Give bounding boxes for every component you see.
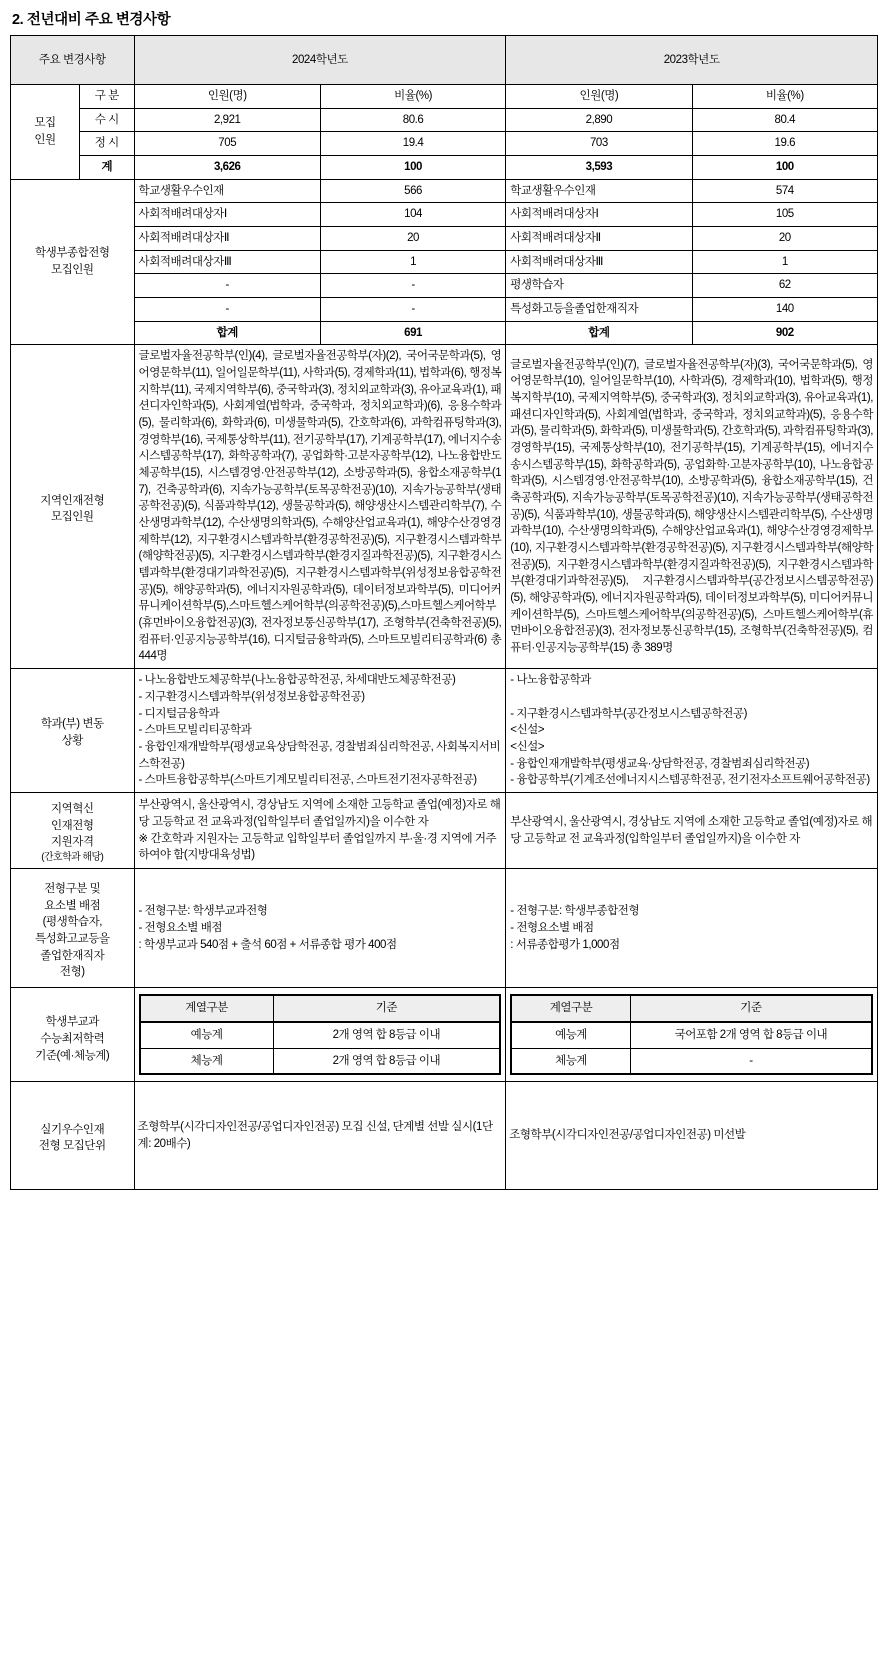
comp-value-2023-2: 20 — [692, 227, 877, 251]
row-label-comprehensive — [11, 179, 135, 345]
comp-value-2023-3: 1 — [692, 250, 877, 274]
dept-change-item-2023-4: <신설> — [510, 740, 545, 753]
header-year-2023: 2023학년도 — [506, 36, 878, 85]
row-label-sel-line6: 전형) — [59, 966, 85, 979]
dept-change-item-2023-0: - 나노융합공학과 — [510, 674, 591, 687]
recruit-count-2024-0: 2,921 — [134, 108, 320, 132]
row-label-ri-line4: (간호학과 해당) — [41, 851, 104, 863]
practical-text-2023: 조형학부(시각디자인전공/공업디자인전공) 미선발 — [506, 1082, 878, 1190]
subheader-rate-2023: 비율(%) — [692, 85, 877, 109]
table-row-selection — [11, 869, 878, 988]
recruit-rate-2024-0: 80.6 — [320, 108, 505, 132]
subheader-count-2024: 인원(명) — [134, 85, 320, 109]
recruit-count-2024-2: 3,626 — [134, 156, 320, 180]
recruit-gubun-2: 계 — [80, 156, 134, 180]
selection-item-2024-1: - 전형요소별 배점 — [138, 922, 223, 935]
dept-change-item-2024-0: - 나노융합반도체공학부(나노융합공학전공, 차세대반도체공학전공) — [138, 674, 456, 687]
table-row-practical — [11, 1082, 878, 1190]
subheader-count-2023: 인원(명) — [506, 85, 692, 109]
comp-name-2023-0: 학교생활우수인재 — [506, 179, 692, 203]
comp-name-2024-1: 사회적배려대상자Ⅰ — [134, 203, 320, 227]
selection-item-2023-0: - 전형구분: 학생부종합전형 — [510, 905, 640, 918]
practical-text-2024: 조형학부(시각디자인전공/공업디자인전공) 모집 신설, 단계별 선발 실시(1단계: 20배수) — [134, 1082, 506, 1190]
comp-name-2023-1: 사회적배려대상자Ⅰ — [506, 203, 692, 227]
minimum-2023-cat-1: 체능계 — [511, 1048, 630, 1074]
minimum-2024-val-0: 2개 영역 합 8등급 이내 — [273, 1022, 500, 1048]
table-row-regional — [11, 345, 878, 669]
dept-change-item-2024-4: - 융합인재개발학부(평생교육상담학전공, 경찰범죄심리학전공, 사회복지서비스학전공) — [138, 740, 501, 770]
comp-name-2023-5: 특성화고등을졸업한재직자 — [506, 298, 692, 322]
minimum-table-2024 — [139, 994, 502, 1075]
selection-list-2024 — [134, 869, 506, 988]
table-row — [11, 203, 878, 227]
selection-item-2023-1: - 전형요소별 배점 — [510, 922, 594, 935]
minimum-table-wrap-2024 — [134, 988, 506, 1082]
table-row-dept-change — [11, 669, 878, 793]
table-row — [11, 132, 878, 156]
comp-name-2024-5: - — [134, 298, 320, 322]
table-row-minimum — [11, 988, 878, 1082]
comp-value-2024-0: 566 — [320, 179, 505, 203]
row-label-sel-line3: (평생학습자, — [42, 916, 102, 929]
minimum-2023-cat-0: 예능계 — [511, 1022, 630, 1048]
row-label-sel-line4: 특성화고교등을 — [34, 932, 110, 945]
row-label-practical — [11, 1082, 135, 1190]
comp-name-2023-4: 평생학습자 — [506, 274, 692, 298]
comp-total-label-2024: 합계 — [134, 321, 320, 345]
row-label-min-line3: 기준(예·체능계) — [35, 1049, 110, 1062]
row-label-ri-line3: 지원자격 — [50, 836, 94, 849]
main-comparison-table — [10, 35, 878, 1190]
table-row — [11, 250, 878, 274]
comp-value-2024-3: 1 — [320, 250, 505, 274]
row-label-comprehensive-line2: 모집인원 — [50, 264, 94, 277]
comp-total-2023: 902 — [692, 321, 877, 345]
minimum-2023-row-1 — [511, 1048, 872, 1074]
row-label-dept-change — [11, 669, 135, 793]
comp-name-2024-4: - — [134, 274, 320, 298]
regional-text-2024: 글로벌자율전공학부(인)(4), 글로벌자율전공학부(자)(2), 국어국문학과(5), 영어영문학부(11), 일어일문학부(11), 사학과(5), 경제학과(11), 법학과(6), 행정복지학부(11), 국제지역학부(6), 중국학과(3), 정치외교학과(3), 유아교육과(1), 패션디자인학과(5), 사회계열(법학과, 중국학과, 정치외교학과)(6), 응용수학과(5), 물리학과(6), 화학과(6), 미생물학과(5), 간호학과(6), 과학컴퓨팅학과(3), 경영학부(16), 국제통상학부(11), 전기공학부(17), 기계공학부(17), 에너지수송시스템공학부(17), 화학공학과(7), 공업화학·고분자공학부(12), 나노융합반도체공학부(15), 시스템경영·안전공학부(12), 소방공학과(5), 융합소재공학부(17), 건축공학과(6), 지속가능공학부(토목공학전공)(10), 지속가능공학부(생태공학전공)(5), 식품과학부(12), 생물공학과(5), 해양생산시스템관리학부(7), 수산생명과학부(12), 수산생명의학과(5), 수해양산업교육과(1), 해양수산경영경제학부(12), 지구환경시스템과학부(환경공학전공)(5), 지구환경시스템과학부(해양학전공)(5), 지구환경시스템과학부(환경지질과학전공)(5), 지구환경시스템과학부(환경대기과학전공)(5), 지구환경시스템과학부(위성정보융합공학전공)(5), 해양공학과(5), 에너지자원공학과(5), 데이터정보과학부(5), 미디어커뮤니케이션학부(5),스마트헬스케어학부(의공학전공)(5),스마트헬스케어학부(휴먼바이오융합전공)(3), 전자정보통신공학부(17), 조형학부(건축학전공)(5), 컴퓨터·인공지능공학부(16), 디지털금융학과(5), 스마트모빌리티공학과(6) 총 444명 — [134, 345, 506, 669]
table-row — [11, 298, 878, 322]
comp-value-2023-5: 140 — [692, 298, 877, 322]
row-label-regional — [11, 345, 135, 669]
row-label-recruitment-line1: 모집 — [34, 117, 56, 130]
row-label-regional-line2: 모집인원 — [50, 511, 94, 524]
row-label-dept-change-line1: 학과(부) 변동 — [40, 718, 104, 731]
row-label-minimum — [11, 988, 135, 1082]
comp-value-2024-2: 20 — [320, 227, 505, 251]
minimum-2024-cat-0: 예능계 — [140, 1022, 273, 1048]
comp-value-2023-0: 574 — [692, 179, 877, 203]
minimum-2024-cat-1: 체능계 — [140, 1048, 273, 1074]
dept-change-item-2024-3: - 스마트모빌리티공학과 — [138, 724, 252, 737]
subheader-gubun: 구 분 — [80, 85, 134, 109]
row-label-min-line2: 수능최저학력 — [40, 1033, 105, 1046]
recruit-gubun-0: 수 시 — [80, 108, 134, 132]
table-row-regional-innovation — [11, 792, 878, 869]
minimum-2024-val-1: 2개 영역 합 8등급 이내 — [273, 1048, 500, 1074]
table-row — [11, 274, 878, 298]
regional-innovation-text-2024 — [134, 792, 506, 869]
recruit-rate-2024-1: 19.4 — [320, 132, 505, 156]
minimum-table-2023 — [510, 994, 873, 1075]
row-label-recruitment-line2: 인원 — [34, 133, 56, 146]
table-row — [11, 227, 878, 251]
regional-text-2023: 글로벌자율전공학부(인)(7), 글로벌자율전공학부(자)(3), 국어국문학과(5), 영어영문학부(10), 일어일문학부(10), 사학과(5), 경제학과(10), 법학과(5), 행정복지학부(10), 국제지역학부(5), 중국학과(3), 정치외교학과(3), 유아교육과(1), 패션디자인학과(5), 사회계열(법학과, 중국학과, 정치외교학과)(5), 응용수학과(5), 물리학과(5), 화학과(5), 미생물학과(5), 간호학과(5), 과학컴퓨팅학과(3), 경영학부(15), 국제통상학부(10), 전기공학부(15), 기계공학부(15), 에너지수송시스템공학부(15), 화학공학과(5), 공업화학·고분자공학부(10), 나노융합공학과(5), 시스템경영·안전공학부(10), 소방공학과(5), 융합소재공학부(15), 건축공학과(5), 지속가능공학부(토목공학전공)(10), 지속가능공학부(생태공학전공)(5), 식품과학부(10), 생물공학과(5), 해양생산시스템관리학부(5), 수산생명과학부(10), 수산생명의학과(5), 수해양산업교육과(1), 해양수산경영경제학부(10), 지구환경시스템과학부(환경공학전공)(5), 지구환경시스템과학부(해양학전공)(5), 지구환경시스템과학부(환경지질과학전공)(5), 지구환경시스템과학부(환경대기과학전공)(5), 지구환경시스템과학부(공간정보시스템공학전공)(5), 해양공학과(5), 에너지자원공학과(5), 데이터정보과학부(5), 미디어커뮤니케이션학부(5), 스마트헬스케어학부(의공학전공)(5), 스마트헬스케어학부(휴먼바이오융합전공)(3), 전자정보통신공학부(15), 조형학부(건축학전공)(5), 컴퓨터·인공지능공학부(15) 총 389명 — [506, 345, 878, 669]
ri-text-2024-1: ※ 간호학과 지원자는 고등학교 입학일부터 졸업일까지 부·울·경 지역에 거주하여야 함(지방대육성법) — [138, 832, 497, 862]
row-label-selection — [11, 869, 135, 988]
page-title: 2. 전년대비 주요 변경사항 — [12, 12, 171, 28]
ri-text-2023-0: 부산광역시, 울산광역시, 경상남도 지역에 소재한 고등학교 졸업(예정)자로 해당 고등학교 전 교육과정(입학일부터 졸업일까지)을 이수한 자 — [510, 815, 873, 845]
minimum-2023-header-0: 계열구분 — [511, 995, 630, 1022]
comp-name-2024-3: 사회적배려대상자Ⅲ — [134, 250, 320, 274]
minimum-2023-val-1: - — [630, 1048, 872, 1074]
minimum-2023-row-0 — [511, 1022, 872, 1048]
selection-item-2024-0: - 전형구분: 학생부교과전형 — [138, 905, 268, 918]
minimum-table-wrap-2023 — [506, 988, 878, 1082]
comp-value-2024-5: - — [320, 298, 505, 322]
dept-change-list-2023 — [506, 669, 878, 793]
selection-list-2023 — [506, 869, 878, 988]
row-label-sel-line5: 졸업한재직자 — [40, 949, 105, 962]
recruit-rate-2023-0: 80.4 — [692, 108, 877, 132]
row-label-sel-line1: 전형구분 및 — [44, 882, 101, 895]
dept-change-item-2023-3: <신설> — [510, 724, 545, 737]
dept-change-item-2023-5: - 융합인재개발학부(평생교육·상담학전공, 경찰범죄심리학전공) — [510, 757, 810, 770]
recruit-subheader-row — [11, 85, 878, 109]
row-label-ri-line2: 인재전형 — [50, 819, 94, 832]
regional-innovation-text-2023 — [506, 792, 878, 869]
row-label-min-line1: 학생부교과 — [45, 1016, 99, 1029]
table-header-row — [11, 36, 878, 85]
minimum-2024-row-0 — [140, 1022, 501, 1048]
row-label-regional-line1: 지역인재전형 — [40, 494, 105, 507]
selection-item-2024-2: : 학생부교과 540점 + 출석 60점 + 서류종합 평가 400점 — [138, 938, 397, 951]
recruit-rate-2023-2: 100 — [692, 156, 877, 180]
dept-change-item-2023-2: - 지구환경시스템과학부(공간정보시스템공학전공) — [510, 707, 747, 720]
comp-name-2023-3: 사회적배려대상자Ⅲ — [506, 250, 692, 274]
recruit-count-2023-2: 3,593 — [506, 156, 692, 180]
table-row — [11, 179, 878, 203]
recruit-count-2023-0: 2,890 — [506, 108, 692, 132]
selection-item-2023-2: : 서류종합평가 1,000점 — [510, 938, 620, 951]
dept-change-item-2024-2: - 디지털금융학과 — [138, 707, 220, 720]
ri-text-2024-0: 부산광역시, 울산광역시, 경상남도 지역에 소재한 고등학교 졸업(예정)자로 해당 고등학교 전 교육과정(입학일부터 졸업일까지)을 이수한 자 — [138, 799, 501, 828]
minimum-2023-header-1: 기준 — [630, 995, 872, 1022]
header-year-2024: 2024학년도 — [134, 36, 506, 85]
dept-change-item-2023-1 — [510, 689, 873, 706]
row-label-prac-line1: 실기우수인재 — [40, 1123, 105, 1136]
comp-value-2024-1: 104 — [320, 203, 505, 227]
comp-value-2023-1: 105 — [692, 203, 877, 227]
comp-name-2024-0: 학교생활우수인재 — [134, 179, 320, 203]
minimum-2024-header-0: 계열구분 — [140, 995, 273, 1022]
dept-change-item-2023-6: - 융합공학부(기계조선에너지시스템공학전공, 전기전자소프트웨어공학전공) — [510, 774, 870, 787]
recruit-rate-2023-1: 19.6 — [692, 132, 877, 156]
minimum-2023-header-row — [511, 995, 872, 1022]
header-main-changes: 주요 변경사항 — [11, 36, 135, 85]
dept-change-item-2024-1: - 지구환경시스템과학부(위성정보융합공학전공) — [138, 690, 365, 703]
comp-total-label-2023: 합계 — [506, 321, 692, 345]
row-label-recruitment — [11, 85, 80, 180]
recruit-rate-2024-2: 100 — [320, 156, 505, 180]
recruit-count-2024-1: 705 — [134, 132, 320, 156]
comp-value-2024-4: - — [320, 274, 505, 298]
recruit-gubun-1: 정 시 — [80, 132, 134, 156]
minimum-2023-val-0: 국어포함 2개 영역 합 8등급 이내 — [630, 1022, 872, 1048]
table-row-total — [11, 156, 878, 180]
recruit-count-2023-1: 703 — [506, 132, 692, 156]
minimum-2024-header-row — [140, 995, 501, 1022]
row-label-regional-innovation — [11, 792, 135, 869]
table-row — [11, 108, 878, 132]
row-label-sel-line2: 요소별 배점 — [44, 899, 101, 912]
row-label-dept-change-line2: 상황 — [61, 735, 83, 747]
row-label-prac-line2: 전형 모집단위 — [38, 1140, 106, 1153]
subheader-rate-2024: 비율(%) — [320, 85, 505, 109]
minimum-2024-row-1 — [140, 1048, 501, 1074]
comp-total-2024: 691 — [320, 321, 505, 345]
minimum-2024-header-1: 기준 — [273, 995, 500, 1022]
dept-change-item-2024-5: - 스마트융합공학부(스마트기계모빌리티전공, 스마트전기전자공학전공) — [138, 774, 477, 787]
comp-name-2024-2: 사회적배려대상자Ⅱ — [134, 227, 320, 251]
comp-value-2023-4: 62 — [692, 274, 877, 298]
row-label-comprehensive-line1: 학생부종합전형 — [34, 247, 110, 260]
dept-change-list-2024 — [134, 669, 506, 793]
table-row-total — [11, 321, 878, 345]
row-label-ri-line1: 지역혁신 — [50, 802, 94, 815]
comp-name-2023-2: 사회적배려대상자Ⅱ — [506, 227, 692, 251]
